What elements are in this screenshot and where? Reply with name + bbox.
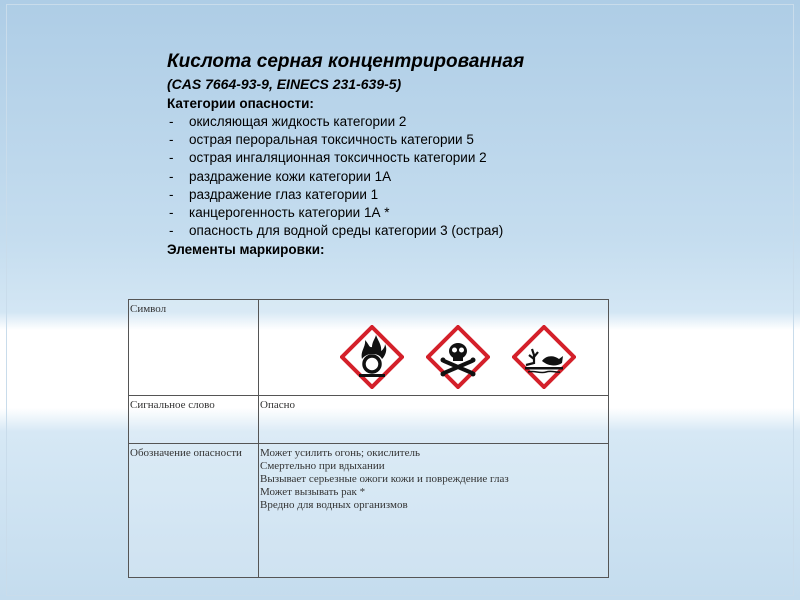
bullet-dash: - xyxy=(169,150,174,166)
environment-icon xyxy=(512,325,576,389)
hazard-statements-cell xyxy=(259,444,609,578)
signal-word-cell: Опасно xyxy=(259,396,609,444)
bullet-dash: - xyxy=(169,132,174,148)
list-item-text: канцерогенность категории 1А * xyxy=(189,205,390,221)
list-item-text: окисляющая жидкость категории 2 xyxy=(189,114,407,129)
list-item-text: опасность для водной среды категории 3 (острая) xyxy=(189,223,504,239)
cas-number: (CAS 7664-93-9, EINECS 231-639-5) xyxy=(167,76,402,92)
list-item-text: раздражение глаз категории 1 xyxy=(189,186,379,202)
elements-heading: Элементы маркировки: xyxy=(167,242,325,258)
table-row xyxy=(129,300,609,396)
list-item-text: раздражение кожи категории 1А xyxy=(189,168,392,184)
bullet-dash: - xyxy=(169,186,174,202)
table-row xyxy=(129,444,609,578)
list-item xyxy=(167,113,727,131)
bullet-dash: - xyxy=(169,114,174,129)
list-item xyxy=(167,131,727,149)
signal-word-label-cell: Сигнальное слово xyxy=(129,396,259,444)
bullet-dash: - xyxy=(169,205,174,221)
list-item xyxy=(167,222,727,240)
flame-over-circle-icon xyxy=(340,325,404,389)
hazard-statement: Вредно для водных организмов xyxy=(260,499,408,511)
skull-crossbones-icon xyxy=(426,325,490,389)
content-block xyxy=(167,50,727,259)
substance-title: Кислота серная концентрированная xyxy=(167,51,525,72)
list-item-text: острая ингаляционная токсичность категории 2 xyxy=(189,150,487,166)
symbol-label-cell: Символ xyxy=(129,300,259,396)
categories-heading: Категории опасности: xyxy=(167,96,314,111)
list-item xyxy=(167,186,727,204)
list-item xyxy=(167,204,727,222)
hazard-categories-list xyxy=(167,113,727,240)
labeling-table xyxy=(128,299,609,578)
pictogram-group xyxy=(260,303,607,389)
list-item xyxy=(167,168,727,186)
bullet-dash: - xyxy=(169,223,174,239)
bullet-dash: - xyxy=(169,168,174,184)
table-row xyxy=(129,396,609,444)
hazard-statement: Смертельно при вдыхании xyxy=(260,460,385,472)
hazard-label-cell: Обозначение опасности xyxy=(129,444,259,578)
hazard-statement: Может вызывать рак * xyxy=(260,486,366,498)
list-item xyxy=(167,149,727,167)
symbol-cell xyxy=(259,300,609,396)
hazard-statement: Вызывает серьезные ожоги кожи и повреждение глаз xyxy=(260,473,509,485)
list-item-text: острая пероральная токсичность категории 5 xyxy=(189,132,474,148)
hazard-statement: Может усилить огонь; окислитель xyxy=(260,447,420,459)
